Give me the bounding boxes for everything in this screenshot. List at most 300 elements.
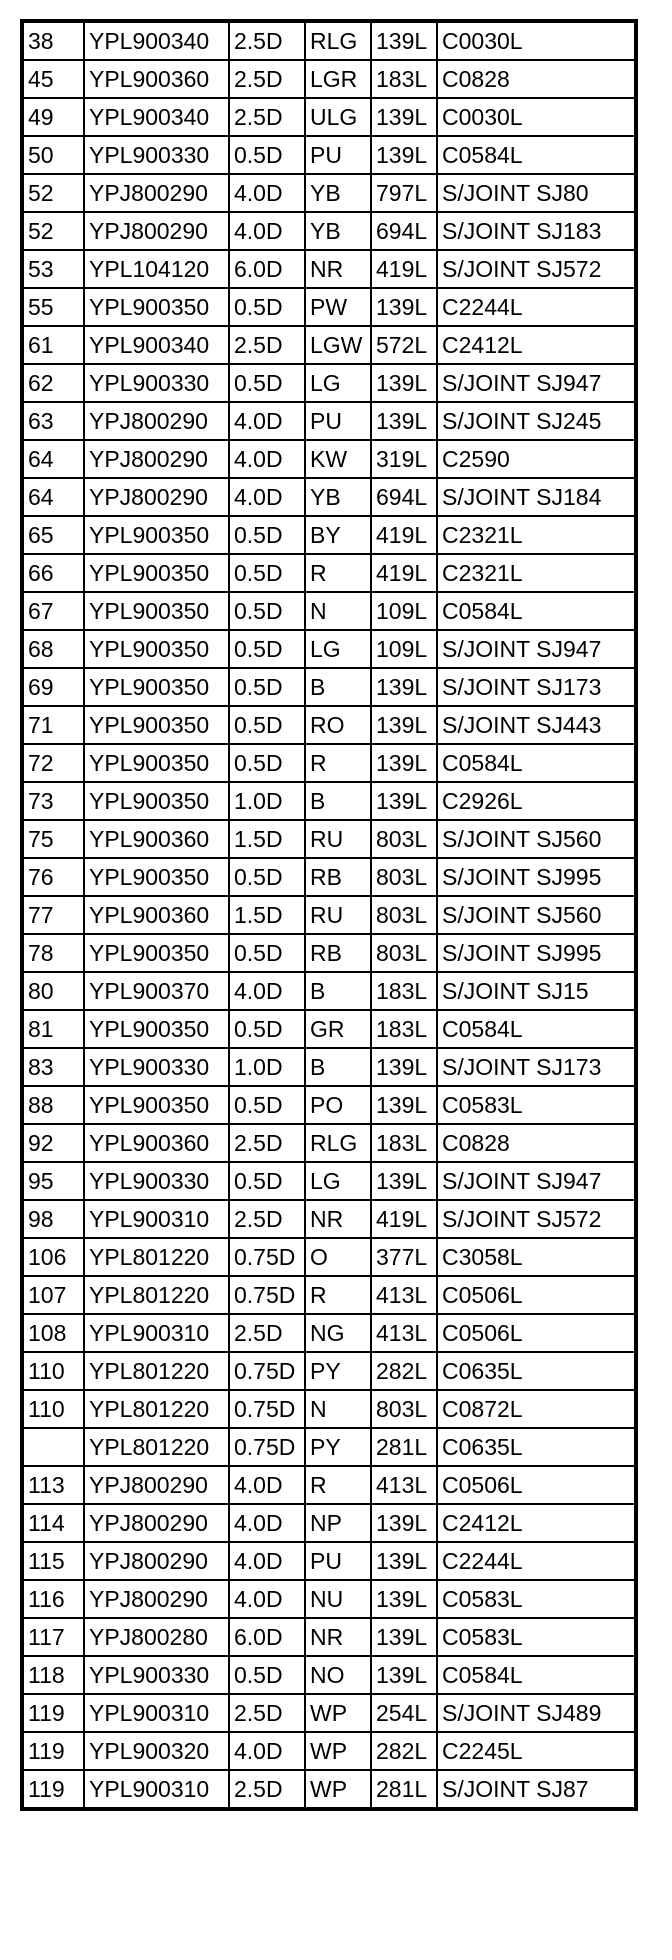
table-row <box>22 326 636 364</box>
destination-cell: S/JOINT SJ87 <box>437 1770 636 1809</box>
table-row <box>22 1656 636 1694</box>
length-cell: 282L <box>371 1352 437 1390</box>
length-cell: 139L <box>371 1580 437 1618</box>
length-cell: 183L <box>371 60 437 98</box>
wire-size-cell: 0.75D <box>229 1428 305 1466</box>
wire-size-cell: 2.5D <box>229 1770 305 1809</box>
wire-color-cell: PY <box>305 1352 371 1390</box>
part-number-cell: YPJ800290 <box>84 478 229 516</box>
wire-list-table <box>20 19 638 1811</box>
length-cell: 139L <box>371 1048 437 1086</box>
part-number-cell: YPJ800290 <box>84 1504 229 1542</box>
length-cell: 419L <box>371 554 437 592</box>
destination-cell: S/JOINT SJ947 <box>437 1162 636 1200</box>
destination-cell: S/JOINT SJ443 <box>437 706 636 744</box>
destination-cell: C0583L <box>437 1580 636 1618</box>
table-row <box>22 1428 636 1466</box>
wire-color-cell: NR <box>305 1200 371 1238</box>
length-cell: 139L <box>371 744 437 782</box>
part-number-cell: YPJ800290 <box>84 402 229 440</box>
part-number-cell: YPL801220 <box>84 1390 229 1428</box>
part-number-cell: YPL900350 <box>84 668 229 706</box>
part-number-cell: YPL900350 <box>84 554 229 592</box>
ref-cell: 110 <box>22 1390 84 1428</box>
destination-cell: C2590 <box>437 440 636 478</box>
length-cell: 694L <box>371 212 437 250</box>
table-row <box>22 136 636 174</box>
destination-cell: C3058L <box>437 1238 636 1276</box>
destination-cell: C0635L <box>437 1428 636 1466</box>
table-row <box>22 896 636 934</box>
table-row <box>22 174 636 212</box>
wire-color-cell: WP <box>305 1732 371 1770</box>
table-row <box>22 1390 636 1428</box>
length-cell: 139L <box>371 706 437 744</box>
wire-color-cell: PO <box>305 1086 371 1124</box>
length-cell: 139L <box>371 136 437 174</box>
table-row <box>22 858 636 896</box>
wire-list-body <box>22 21 636 1809</box>
ref-cell: 77 <box>22 896 84 934</box>
table-row <box>22 1276 636 1314</box>
length-cell: 139L <box>371 98 437 136</box>
wire-size-cell: 0.5D <box>229 744 305 782</box>
table-row <box>22 1618 636 1656</box>
table-row <box>22 1770 636 1809</box>
length-cell: 139L <box>371 668 437 706</box>
ref-cell: 108 <box>22 1314 84 1352</box>
length-cell: 139L <box>371 1656 437 1694</box>
wire-size-cell: 0.5D <box>229 554 305 592</box>
wire-size-cell: 6.0D <box>229 250 305 288</box>
table-row <box>22 364 636 402</box>
length-cell: 319L <box>371 440 437 478</box>
part-number-cell: YPL900310 <box>84 1314 229 1352</box>
destination-cell: S/JOINT SJ560 <box>437 896 636 934</box>
ref-cell: 78 <box>22 934 84 972</box>
wire-color-cell: YB <box>305 174 371 212</box>
wire-color-cell: WP <box>305 1694 371 1732</box>
table-row <box>22 440 636 478</box>
ref-cell: 72 <box>22 744 84 782</box>
wire-color-cell: B <box>305 668 371 706</box>
destination-cell: C0030L <box>437 21 636 60</box>
length-cell: 183L <box>371 1124 437 1162</box>
ref-cell: 69 <box>22 668 84 706</box>
wire-color-cell: NR <box>305 250 371 288</box>
wire-color-cell: B <box>305 782 371 820</box>
destination-cell: S/JOINT SJ184 <box>437 478 636 516</box>
destination-cell: S/JOINT SJ995 <box>437 934 636 972</box>
table-row <box>22 1580 636 1618</box>
table-row <box>22 782 636 820</box>
wire-size-cell: 0.5D <box>229 934 305 972</box>
wire-color-cell: O <box>305 1238 371 1276</box>
wire-size-cell: 0.75D <box>229 1352 305 1390</box>
table-row <box>22 668 636 706</box>
part-number-cell: YPJ800290 <box>84 1466 229 1504</box>
length-cell: 281L <box>371 1770 437 1809</box>
length-cell: 803L <box>371 858 437 896</box>
ref-cell: 81 <box>22 1010 84 1048</box>
destination-cell: S/JOINT SJ173 <box>437 1048 636 1086</box>
wire-color-cell: GR <box>305 1010 371 1048</box>
destination-cell: S/JOINT SJ15 <box>437 972 636 1010</box>
wire-color-cell: PY <box>305 1428 371 1466</box>
ref-cell: 119 <box>22 1694 84 1732</box>
ref-cell: 49 <box>22 98 84 136</box>
table-row <box>22 1200 636 1238</box>
ref-cell: 38 <box>22 21 84 60</box>
length-cell: 413L <box>371 1276 437 1314</box>
length-cell: 139L <box>371 1162 437 1200</box>
wire-size-cell: 0.75D <box>229 1390 305 1428</box>
ref-cell: 50 <box>22 136 84 174</box>
part-number-cell: YPL900340 <box>84 98 229 136</box>
wire-size-cell: 2.5D <box>229 60 305 98</box>
destination-cell: C0506L <box>437 1466 636 1504</box>
length-cell: 282L <box>371 1732 437 1770</box>
destination-cell: C2412L <box>437 1504 636 1542</box>
length-cell: 803L <box>371 896 437 934</box>
ref-cell: 73 <box>22 782 84 820</box>
destination-cell: C2245L <box>437 1732 636 1770</box>
ref-cell: 110 <box>22 1352 84 1390</box>
table-row <box>22 592 636 630</box>
ref-cell: 92 <box>22 1124 84 1162</box>
wire-size-cell: 2.5D <box>229 1314 305 1352</box>
wire-color-cell: PU <box>305 1542 371 1580</box>
wire-size-cell: 2.5D <box>229 21 305 60</box>
part-number-cell: YPL900350 <box>84 630 229 668</box>
part-number-cell: YPJ800290 <box>84 212 229 250</box>
destination-cell: C0583L <box>437 1618 636 1656</box>
wire-size-cell: 0.75D <box>229 1238 305 1276</box>
wire-color-cell: YB <box>305 212 371 250</box>
part-number-cell: YPL900350 <box>84 782 229 820</box>
part-number-cell: YPL900350 <box>84 934 229 972</box>
destination-cell: S/JOINT SJ995 <box>437 858 636 896</box>
wire-size-cell: 0.5D <box>229 364 305 402</box>
destination-cell: C0506L <box>437 1314 636 1352</box>
destination-cell: C0584L <box>437 1656 636 1694</box>
ref-cell: 63 <box>22 402 84 440</box>
ref-cell: 106 <box>22 1238 84 1276</box>
destination-cell: C0584L <box>437 1010 636 1048</box>
wire-color-cell: B <box>305 972 371 1010</box>
destination-cell: C2244L <box>437 1542 636 1580</box>
destination-cell: C0506L <box>437 1276 636 1314</box>
length-cell: 139L <box>371 288 437 326</box>
wire-color-cell: LG <box>305 630 371 668</box>
part-number-cell: YPL900330 <box>84 1162 229 1200</box>
table-row <box>22 250 636 288</box>
wire-size-cell: 0.5D <box>229 288 305 326</box>
part-number-cell: YPJ800290 <box>84 174 229 212</box>
length-cell: 803L <box>371 820 437 858</box>
part-number-cell: YPL900330 <box>84 136 229 174</box>
part-number-cell: YPL900350 <box>84 858 229 896</box>
wire-size-cell: 4.0D <box>229 174 305 212</box>
wire-size-cell: 0.5D <box>229 1010 305 1048</box>
wire-size-cell: 2.5D <box>229 1694 305 1732</box>
part-number-cell: YPL801220 <box>84 1428 229 1466</box>
destination-cell: C2926L <box>437 782 636 820</box>
part-number-cell: YPJ800280 <box>84 1618 229 1656</box>
part-number-cell: YPJ800290 <box>84 440 229 478</box>
length-cell: 183L <box>371 972 437 1010</box>
wire-color-cell: RLG <box>305 1124 371 1162</box>
part-number-cell: YPL900340 <box>84 326 229 364</box>
wire-size-cell: 1.0D <box>229 782 305 820</box>
ref-cell: 62 <box>22 364 84 402</box>
table-row <box>22 1086 636 1124</box>
wire-color-cell: LGW <box>305 326 371 364</box>
length-cell: 139L <box>371 364 437 402</box>
part-number-cell: YPL900340 <box>84 21 229 60</box>
destination-cell: S/JOINT SJ572 <box>437 250 636 288</box>
wire-size-cell: 0.5D <box>229 136 305 174</box>
table-row <box>22 1314 636 1352</box>
wire-color-cell: RLG <box>305 21 371 60</box>
length-cell: 109L <box>371 592 437 630</box>
part-number-cell: YPL900310 <box>84 1200 229 1238</box>
wire-color-cell: N <box>305 1390 371 1428</box>
wire-size-cell: 1.5D <box>229 820 305 858</box>
wire-size-cell: 0.5D <box>229 1656 305 1694</box>
part-number-cell: YPL104120 <box>84 250 229 288</box>
wire-size-cell: 0.5D <box>229 668 305 706</box>
table-row <box>22 820 636 858</box>
wire-size-cell: 4.0D <box>229 1732 305 1770</box>
wire-color-cell: RB <box>305 934 371 972</box>
wire-size-cell: 1.0D <box>229 1048 305 1086</box>
length-cell: 803L <box>371 934 437 972</box>
destination-cell: S/JOINT SJ489 <box>437 1694 636 1732</box>
part-number-cell: YPL900360 <box>84 60 229 98</box>
wire-size-cell: 6.0D <box>229 1618 305 1656</box>
part-number-cell: YPL900310 <box>84 1770 229 1809</box>
wire-color-cell: R <box>305 1276 371 1314</box>
ref-cell: 67 <box>22 592 84 630</box>
wire-color-cell: NG <box>305 1314 371 1352</box>
wire-color-cell: RB <box>305 858 371 896</box>
part-number-cell: YPL900330 <box>84 1656 229 1694</box>
wire-size-cell: 0.5D <box>229 1162 305 1200</box>
part-number-cell: YPL900320 <box>84 1732 229 1770</box>
part-number-cell: YPL900370 <box>84 972 229 1010</box>
part-number-cell: YPJ800290 <box>84 1542 229 1580</box>
length-cell: 109L <box>371 630 437 668</box>
wire-size-cell: 2.5D <box>229 1124 305 1162</box>
wire-size-cell: 4.0D <box>229 440 305 478</box>
destination-cell: C0828 <box>437 1124 636 1162</box>
destination-cell: C0583L <box>437 1086 636 1124</box>
ref-cell: 119 <box>22 1770 84 1809</box>
table-row <box>22 934 636 972</box>
length-cell: 139L <box>371 1086 437 1124</box>
length-cell: 139L <box>371 402 437 440</box>
length-cell: 413L <box>371 1466 437 1504</box>
length-cell: 183L <box>371 1010 437 1048</box>
wire-size-cell: 4.0D <box>229 402 305 440</box>
wire-color-cell: PU <box>305 402 371 440</box>
ref-cell: 52 <box>22 174 84 212</box>
destination-cell: C2412L <box>437 326 636 364</box>
table-row <box>22 1162 636 1200</box>
wire-size-cell: 4.0D <box>229 478 305 516</box>
wire-color-cell: NU <box>305 1580 371 1618</box>
part-number-cell: YPL900350 <box>84 1010 229 1048</box>
wire-color-cell: PU <box>305 136 371 174</box>
part-number-cell: YPL900350 <box>84 288 229 326</box>
wire-color-cell: KW <box>305 440 371 478</box>
part-number-cell: YPL900360 <box>84 820 229 858</box>
table-row <box>22 706 636 744</box>
wire-color-cell: LG <box>305 1162 371 1200</box>
destination-cell: C0635L <box>437 1352 636 1390</box>
part-number-cell: YPL900310 <box>84 1694 229 1732</box>
table-row <box>22 744 636 782</box>
part-number-cell: YPJ800290 <box>84 1580 229 1618</box>
wire-color-cell: PW <box>305 288 371 326</box>
wire-size-cell: 1.5D <box>229 896 305 934</box>
ref-cell: 75 <box>22 820 84 858</box>
ref-cell: 55 <box>22 288 84 326</box>
wire-color-cell: B <box>305 1048 371 1086</box>
part-number-cell: YPL900350 <box>84 1086 229 1124</box>
wire-color-cell: WP <box>305 1770 371 1809</box>
wire-size-cell: 2.5D <box>229 98 305 136</box>
ref-cell: 80 <box>22 972 84 1010</box>
destination-cell: S/JOINT SJ947 <box>437 630 636 668</box>
wire-size-cell: 0.5D <box>229 516 305 554</box>
table-row <box>22 1694 636 1732</box>
part-number-cell: YPL801220 <box>84 1352 229 1390</box>
wire-color-cell: LG <box>305 364 371 402</box>
part-number-cell: YPL801220 <box>84 1238 229 1276</box>
ref-cell: 113 <box>22 1466 84 1504</box>
wire-color-cell: NP <box>305 1504 371 1542</box>
table-row <box>22 21 636 60</box>
table-row <box>22 1542 636 1580</box>
wire-color-cell: RO <box>305 706 371 744</box>
wire-color-cell: R <box>305 1466 371 1504</box>
ref-cell: 53 <box>22 250 84 288</box>
ref-cell: 83 <box>22 1048 84 1086</box>
ref-cell: 66 <box>22 554 84 592</box>
destination-cell: C0584L <box>437 136 636 174</box>
length-cell: 254L <box>371 1694 437 1732</box>
destination-cell: S/JOINT SJ183 <box>437 212 636 250</box>
ref-cell <box>22 1428 84 1466</box>
wire-color-cell: R <box>305 554 371 592</box>
wire-size-cell: 0.5D <box>229 592 305 630</box>
destination-cell: C2321L <box>437 554 636 592</box>
ref-cell: 98 <box>22 1200 84 1238</box>
ref-cell: 71 <box>22 706 84 744</box>
ref-cell: 88 <box>22 1086 84 1124</box>
destination-cell: C2244L <box>437 288 636 326</box>
destination-cell: C0030L <box>437 98 636 136</box>
ref-cell: 61 <box>22 326 84 364</box>
table-row <box>22 1352 636 1390</box>
destination-cell: C0872L <box>437 1390 636 1428</box>
wire-size-cell: 0.75D <box>229 1276 305 1314</box>
length-cell: 572L <box>371 326 437 364</box>
table-row <box>22 630 636 668</box>
table-row <box>22 60 636 98</box>
table-row <box>22 212 636 250</box>
ref-cell: 64 <box>22 440 84 478</box>
table-row <box>22 972 636 1010</box>
wire-color-cell: BY <box>305 516 371 554</box>
wire-size-cell: 0.5D <box>229 1086 305 1124</box>
table-row <box>22 1238 636 1276</box>
wire-size-cell: 4.0D <box>229 212 305 250</box>
wire-size-cell: 0.5D <box>229 858 305 896</box>
wire-size-cell: 0.5D <box>229 630 305 668</box>
ref-cell: 64 <box>22 478 84 516</box>
wire-color-cell: LGR <box>305 60 371 98</box>
wire-size-cell: 2.5D <box>229 326 305 364</box>
table-row <box>22 1048 636 1086</box>
part-number-cell: YPL900350 <box>84 592 229 630</box>
length-cell: 139L <box>371 1618 437 1656</box>
ref-cell: 45 <box>22 60 84 98</box>
length-cell: 797L <box>371 174 437 212</box>
table-row <box>22 516 636 554</box>
length-cell: 413L <box>371 1314 437 1352</box>
destination-cell: S/JOINT SJ947 <box>437 364 636 402</box>
part-number-cell: YPL900360 <box>84 1124 229 1162</box>
wire-color-cell: N <box>305 592 371 630</box>
destination-cell: C0584L <box>437 592 636 630</box>
wire-size-cell: 4.0D <box>229 1580 305 1618</box>
part-number-cell: YPL900350 <box>84 744 229 782</box>
length-cell: 377L <box>371 1238 437 1276</box>
ref-cell: 119 <box>22 1732 84 1770</box>
table-row <box>22 402 636 440</box>
destination-cell: C2321L <box>437 516 636 554</box>
table-row <box>22 288 636 326</box>
destination-cell: S/JOINT SJ245 <box>437 402 636 440</box>
wire-size-cell: 4.0D <box>229 1542 305 1580</box>
ref-cell: 76 <box>22 858 84 896</box>
ref-cell: 65 <box>22 516 84 554</box>
length-cell: 419L <box>371 516 437 554</box>
ref-cell: 107 <box>22 1276 84 1314</box>
ref-cell: 118 <box>22 1656 84 1694</box>
length-cell: 694L <box>371 478 437 516</box>
ref-cell: 116 <box>22 1580 84 1618</box>
destination-cell: S/JOINT SJ173 <box>437 668 636 706</box>
length-cell: 139L <box>371 1504 437 1542</box>
destination-cell: C0584L <box>437 744 636 782</box>
length-cell: 139L <box>371 1542 437 1580</box>
table-row <box>22 1010 636 1048</box>
wire-size-cell: 4.0D <box>229 972 305 1010</box>
wire-color-cell: YB <box>305 478 371 516</box>
ref-cell: 117 <box>22 1618 84 1656</box>
destination-cell: C0828 <box>437 60 636 98</box>
length-cell: 139L <box>371 782 437 820</box>
wire-color-cell: NO <box>305 1656 371 1694</box>
table-row <box>22 98 636 136</box>
wire-size-cell: 2.5D <box>229 1200 305 1238</box>
table-row <box>22 1466 636 1504</box>
wire-size-cell: 4.0D <box>229 1504 305 1542</box>
